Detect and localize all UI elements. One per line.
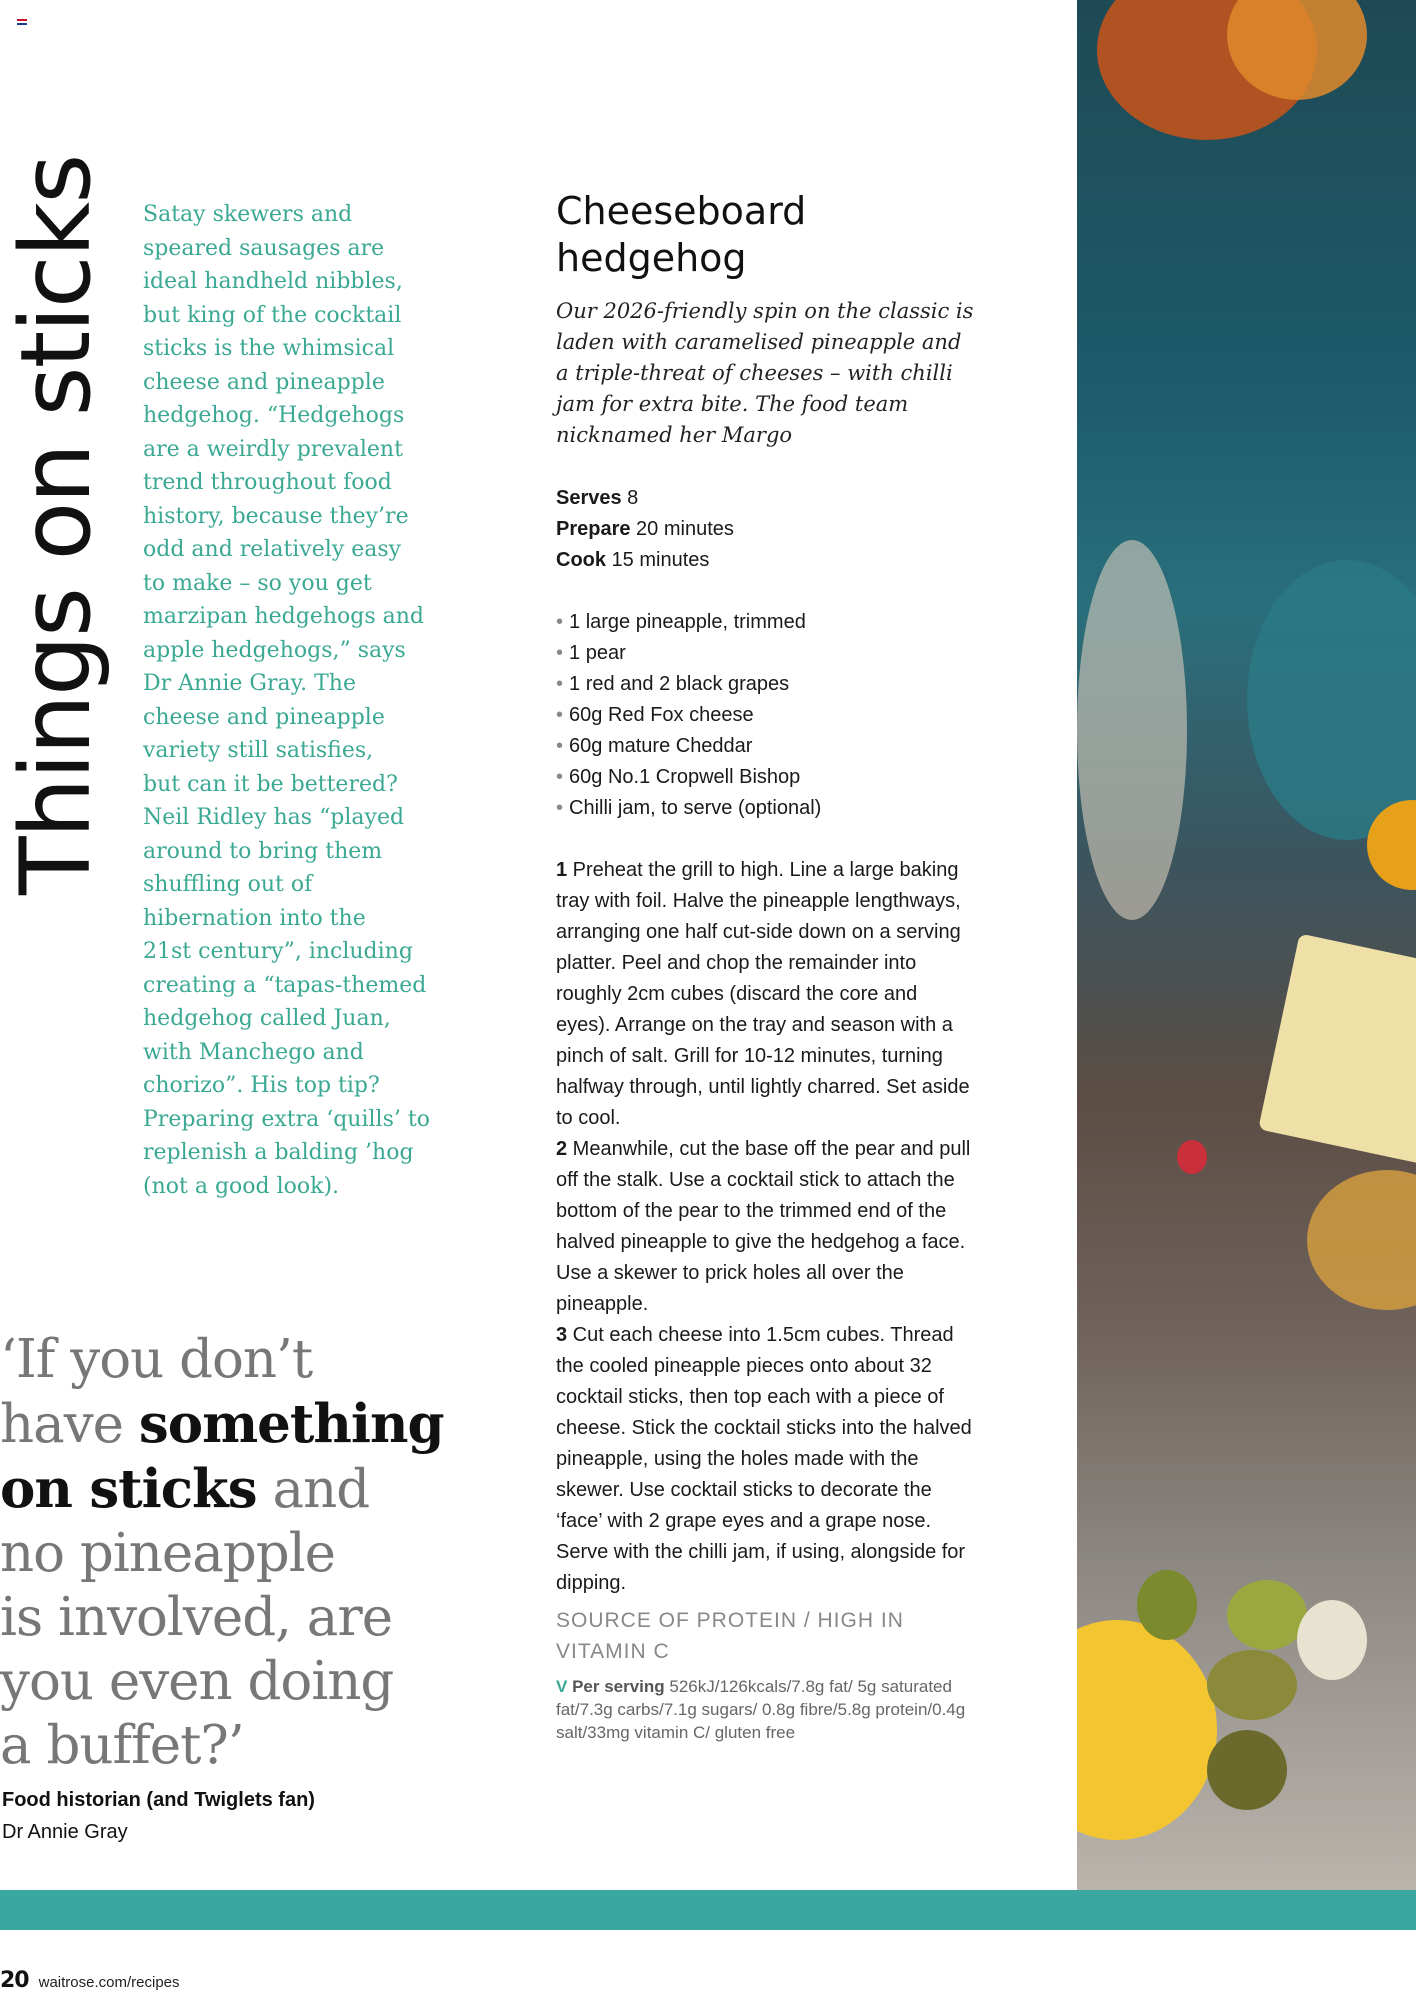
per-serving-label: Per serving bbox=[567, 1677, 665, 1696]
hedgehog-photo bbox=[1077, 0, 1416, 1890]
step-text: Preheat the grill to high. Line a large baking tray with foil. Halve the pineapple lengthways, arranging one half cut-side down on a serving platter. Peel and chop the remainder into roughly 2cm cubes (discard the core and eyes). Arrange on the tray and season with a pinch of salt. Grill for 10-12 minutes, turning halfway through, until lightly charred. Set aside to cool. bbox=[556, 859, 970, 1129]
ingredient-item: • 60g No.1 Cropwell Bishop bbox=[556, 762, 976, 793]
nutrition-info bbox=[556, 1675, 976, 1744]
serves-value: 8 bbox=[621, 487, 639, 509]
intro-line: speared sausages are bbox=[143, 235, 385, 261]
quote-line: no pineapple bbox=[0, 1523, 336, 1584]
quote-text: and bbox=[256, 1459, 370, 1520]
intro-line: marzipan hedgehogs and bbox=[143, 604, 425, 629]
page-number: 20 bbox=[0, 1968, 29, 1993]
recipe-title bbox=[556, 188, 976, 282]
cook-value: 15 minutes bbox=[606, 549, 710, 571]
quote-text: have bbox=[0, 1394, 139, 1455]
intro-line: but king of the cocktail bbox=[143, 302, 402, 328]
cook-time bbox=[556, 545, 976, 576]
quote-line bbox=[0, 1457, 440, 1522]
intro-line: 21st century”, including bbox=[143, 939, 413, 964]
nutrition-claims: SOURCE OF PROTEIN / HIGH IN VITAMIN C bbox=[556, 1609, 904, 1663]
ingredient-list bbox=[556, 607, 976, 824]
attribution-role: Food historian (and Twiglets fan) bbox=[2, 1789, 315, 1811]
attribution-name: Dr Annie Gray bbox=[2, 1821, 128, 1843]
method-step bbox=[556, 1134, 976, 1320]
method-step bbox=[556, 855, 976, 1134]
page-footer bbox=[0, 1968, 180, 1994]
step-text: Meanwhile, cut the base off the pear and pull off the stalk. Use a cocktail stick to attach the bottom of the pear to the trimmed end of the halved pineapple to give the hedgehog a face. Use a skewer to prick holes all over the pineapple. bbox=[556, 1138, 971, 1315]
intro-line: shuffling out of bbox=[143, 872, 313, 897]
ingredient-item: • 1 large pineapple, trimmed bbox=[556, 607, 976, 638]
intro-line: variety still satisfies, bbox=[143, 738, 374, 763]
intro-line: but can it be bettered? bbox=[143, 771, 398, 797]
intro-line: Neil Ridley has “played bbox=[143, 805, 405, 830]
recipe-title-line: hedgehog bbox=[556, 236, 747, 280]
intro-line: apple hedgehogs,” says bbox=[143, 637, 406, 663]
recipe-title-line: Cheeseboard bbox=[556, 189, 807, 233]
recipe-column bbox=[556, 188, 976, 1744]
quote-emphasis: something bbox=[138, 1393, 444, 1455]
intro-line: with Manchego and bbox=[143, 1039, 364, 1065]
quote-line: is involved, are bbox=[0, 1587, 393, 1648]
ingredient-item: • Chilli jam, to serve (optional) bbox=[556, 793, 976, 824]
intro-line: replenish a balding ’hog bbox=[143, 1140, 414, 1165]
prepare-time bbox=[556, 514, 976, 545]
prepare-label: Prepare bbox=[556, 518, 631, 540]
step-number: 2 bbox=[556, 1138, 568, 1160]
step-text: Cut each cheese into 1.5cm cubes. Thread the cooled pineapple pieces onto about 32 cocktail sticks, then top each with a piece of cheese. Stick the cocktail sticks into the halved pineapple, using the holes made with the skewer. Use cocktail sticks to decorate the ‘face’ with 2 grape eyes and a grape nose. Serve with the chilli jam, if using, alongside for dipping. bbox=[556, 1324, 972, 1594]
intro-line: sticks is the whimsical bbox=[143, 336, 395, 361]
intro-line: hibernation into the bbox=[143, 905, 366, 931]
intro-line: Dr Annie Gray. The bbox=[143, 671, 356, 696]
quote-line: a buffet?’ bbox=[0, 1715, 244, 1776]
quote-line: ‘If you don’t bbox=[0, 1329, 313, 1390]
recipe-description: Our 2026-friendly spin on the classic is laden with caramelised pineapple and a triple-threat of cheeses – with chilli jam for extra bite. The food team nicknamed her Margo bbox=[556, 299, 974, 447]
section-title: Things on sticks bbox=[0, 155, 112, 895]
intro-line: hedgehog called Juan, bbox=[143, 1006, 391, 1031]
intro-line: cheese and pineapple bbox=[143, 369, 385, 395]
method-steps bbox=[556, 855, 976, 1599]
intro-line: chorizo”. His top tip? bbox=[143, 1073, 380, 1098]
step-number: 3 bbox=[556, 1324, 568, 1346]
cook-label: Cook bbox=[556, 549, 606, 571]
website-link[interactable]: waitrose.com/recipes bbox=[38, 1974, 180, 1991]
intro-line: odd and relatively easy bbox=[143, 537, 402, 562]
intro-text bbox=[143, 198, 453, 1203]
vegetarian-badge: V bbox=[556, 1677, 568, 1696]
intro-line: hedgehog. “Hedgehogs bbox=[143, 403, 405, 428]
flag-icon bbox=[17, 19, 27, 25]
intro-line: cheese and pineapple bbox=[143, 704, 385, 730]
ingredient-item: • 1 red and 2 black grapes bbox=[556, 669, 976, 700]
quote-attribution bbox=[2, 1784, 315, 1848]
serves bbox=[556, 483, 976, 514]
quote-emphasis: on sticks bbox=[0, 1458, 257, 1520]
quote-line bbox=[0, 1392, 444, 1457]
quote-line: you even doing bbox=[0, 1651, 394, 1712]
intro-line: to make – so you get bbox=[143, 570, 372, 596]
intro-line: around to bring them bbox=[143, 838, 383, 864]
serves-label: Serves bbox=[556, 487, 622, 509]
nutrition-values: 526kJ/126kcals/7.8g fat/ 5g saturated fat/7.3g carbs/7.1g sugars/ 0.8g fibre/5.8g protein/0.4g salt/33mg vitamin C/ gluten free bbox=[556, 1677, 966, 1742]
intro-line: Satay skewers and bbox=[143, 202, 353, 227]
intro-line: (not a good look). bbox=[143, 1173, 340, 1199]
method-step bbox=[556, 1320, 976, 1599]
prepare-value: 20 minutes bbox=[630, 518, 734, 540]
intro-line: history, because they’re bbox=[143, 503, 409, 529]
footer-bar bbox=[0, 1890, 1416, 1930]
intro-line: Preparing extra ‘quills’ to bbox=[143, 1106, 430, 1132]
step-number: 1 bbox=[556, 859, 568, 881]
recipe-meta bbox=[556, 483, 976, 576]
ingredient-item: • 60g Red Fox cheese bbox=[556, 700, 976, 731]
ingredient-item: • 60g mature Cheddar bbox=[556, 731, 976, 762]
intro-line: ideal handheld nibbles, bbox=[143, 269, 403, 294]
ingredient-item: • 1 pear bbox=[556, 638, 976, 669]
intro-line: are a weirdly prevalent bbox=[143, 436, 403, 462]
intro-line: creating a “tapas-themed bbox=[143, 972, 427, 998]
pull-quote bbox=[0, 1328, 444, 1778]
intro-line: trend throughout food bbox=[143, 470, 392, 495]
